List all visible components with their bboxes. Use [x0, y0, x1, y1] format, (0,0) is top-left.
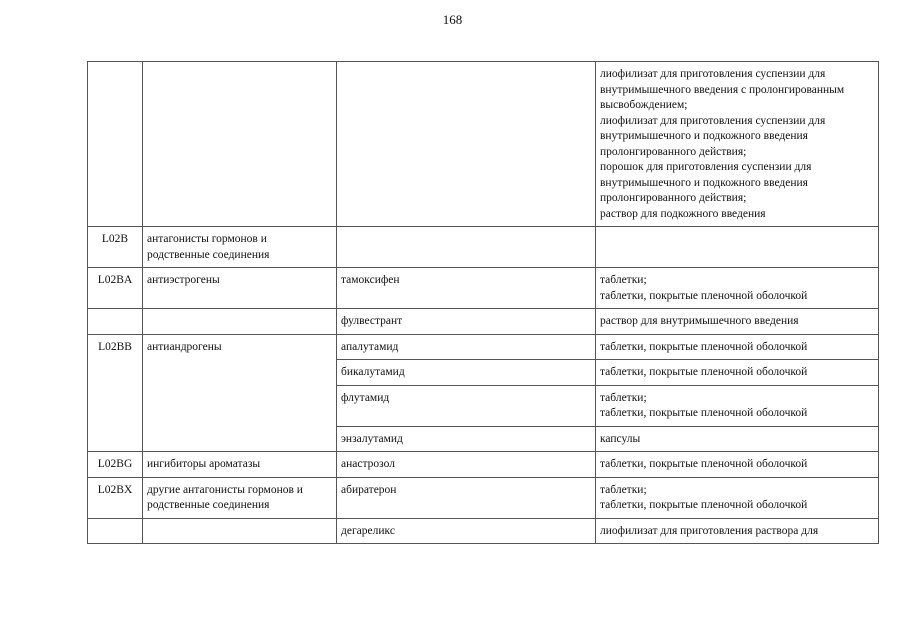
- atc-code-cell: [88, 62, 143, 227]
- atc-code-cell: [88, 309, 143, 335]
- dosage-form: лиофилизат для приготовления суспензии для внутримышечного и подкожного введения пролонгированного действия;: [600, 114, 826, 158]
- group-cell: антиэстрогены: [143, 268, 337, 309]
- dosage-form: таблетки, покрытые пленочной оболочкой: [600, 366, 808, 378]
- table-row: [88, 268, 879, 309]
- group-cell: антиандрогены: [143, 334, 337, 452]
- dosage-form-cell: [596, 227, 879, 268]
- drug-cell: бикалутамид: [337, 360, 596, 386]
- atc-code-cell: L02BA: [88, 268, 143, 309]
- dosage-form: раствор для внутримышечного введения: [600, 315, 799, 327]
- drug-cell: апалутамид: [337, 334, 596, 360]
- dosage-form-cell: [596, 334, 879, 360]
- dosage-form-cell: [596, 426, 879, 452]
- dosage-form-cell: [596, 385, 879, 426]
- drug-cell: дегареликс: [337, 518, 596, 544]
- drug-cell: анастрозол: [337, 452, 596, 478]
- group-cell: [143, 518, 337, 544]
- table-row: [88, 477, 879, 518]
- dosage-form: таблетки, покрытые пленочной оболочкой: [600, 340, 808, 353]
- dosage-form: порошок для приготовления суспензии для внутримышечного и подкожного введения пролонгированного действия;: [600, 161, 812, 204]
- table-row: [88, 62, 879, 227]
- dosage-form: лиофилизат для приготовления раствора для: [600, 524, 819, 537]
- drug-cell: абиратерон: [337, 477, 596, 518]
- dosage-form: таблетки, покрытые пленочной оболочкой: [600, 289, 808, 302]
- group-cell: ингибиторы ароматазы: [143, 452, 337, 478]
- dosage-form: капсулы: [600, 432, 641, 445]
- drug-cell: тамоксифен: [337, 268, 596, 309]
- dosage-form-cell: [596, 518, 879, 544]
- drug-table: [87, 61, 879, 544]
- table-row: [88, 227, 879, 268]
- dosage-form: раствор для подкожного введения: [600, 207, 766, 220]
- atc-code-cell: L02B: [88, 227, 143, 268]
- dosage-form-cell: [596, 62, 879, 227]
- drug-cell: флутамид: [337, 385, 596, 426]
- page-number: 168: [442, 12, 463, 27]
- group-cell: [143, 309, 337, 335]
- dosage-form: таблетки;: [600, 274, 647, 286]
- atc-code-cell: L02BG: [88, 452, 143, 478]
- atc-code-cell: L02BX: [88, 477, 143, 518]
- group-cell: [143, 62, 337, 227]
- dosage-form: таблетки;: [600, 391, 647, 404]
- atc-code-cell: L02BB: [88, 334, 143, 452]
- dosage-form-cell: [596, 309, 879, 335]
- drug-cell: фулвестрант: [337, 309, 596, 335]
- dosage-form: таблетки, покрытые пленочной оболочкой: [600, 458, 808, 470]
- atc-code-cell: [88, 518, 143, 544]
- drug-cell: [337, 62, 596, 227]
- group-cell: антагонисты гормонов и родственные соединения: [143, 227, 337, 268]
- table-row: [88, 309, 879, 335]
- dosage-form: лиофилизат для приготовления суспензии для внутримышечного введения с пролонгированным высвобождением;: [600, 68, 845, 111]
- dosage-form: таблетки, покрытые пленочной оболочкой: [600, 407, 808, 419]
- drug-cell: энзалутамид: [337, 426, 596, 452]
- group-cell: другие антагонисты гормонов и родственные соединения: [143, 477, 337, 518]
- table-row: [88, 334, 879, 360]
- dosage-form-cell: [596, 360, 879, 386]
- dosage-form-cell: [596, 477, 879, 518]
- dosage-form: таблетки;: [600, 483, 647, 496]
- table-row: [88, 518, 879, 544]
- dosage-form-cell: [596, 268, 879, 309]
- table-row: [88, 452, 879, 478]
- dosage-form-cell: [596, 452, 879, 478]
- drug-cell: [337, 227, 596, 268]
- dosage-form: таблетки, покрытые пленочной оболочкой: [600, 499, 808, 511]
